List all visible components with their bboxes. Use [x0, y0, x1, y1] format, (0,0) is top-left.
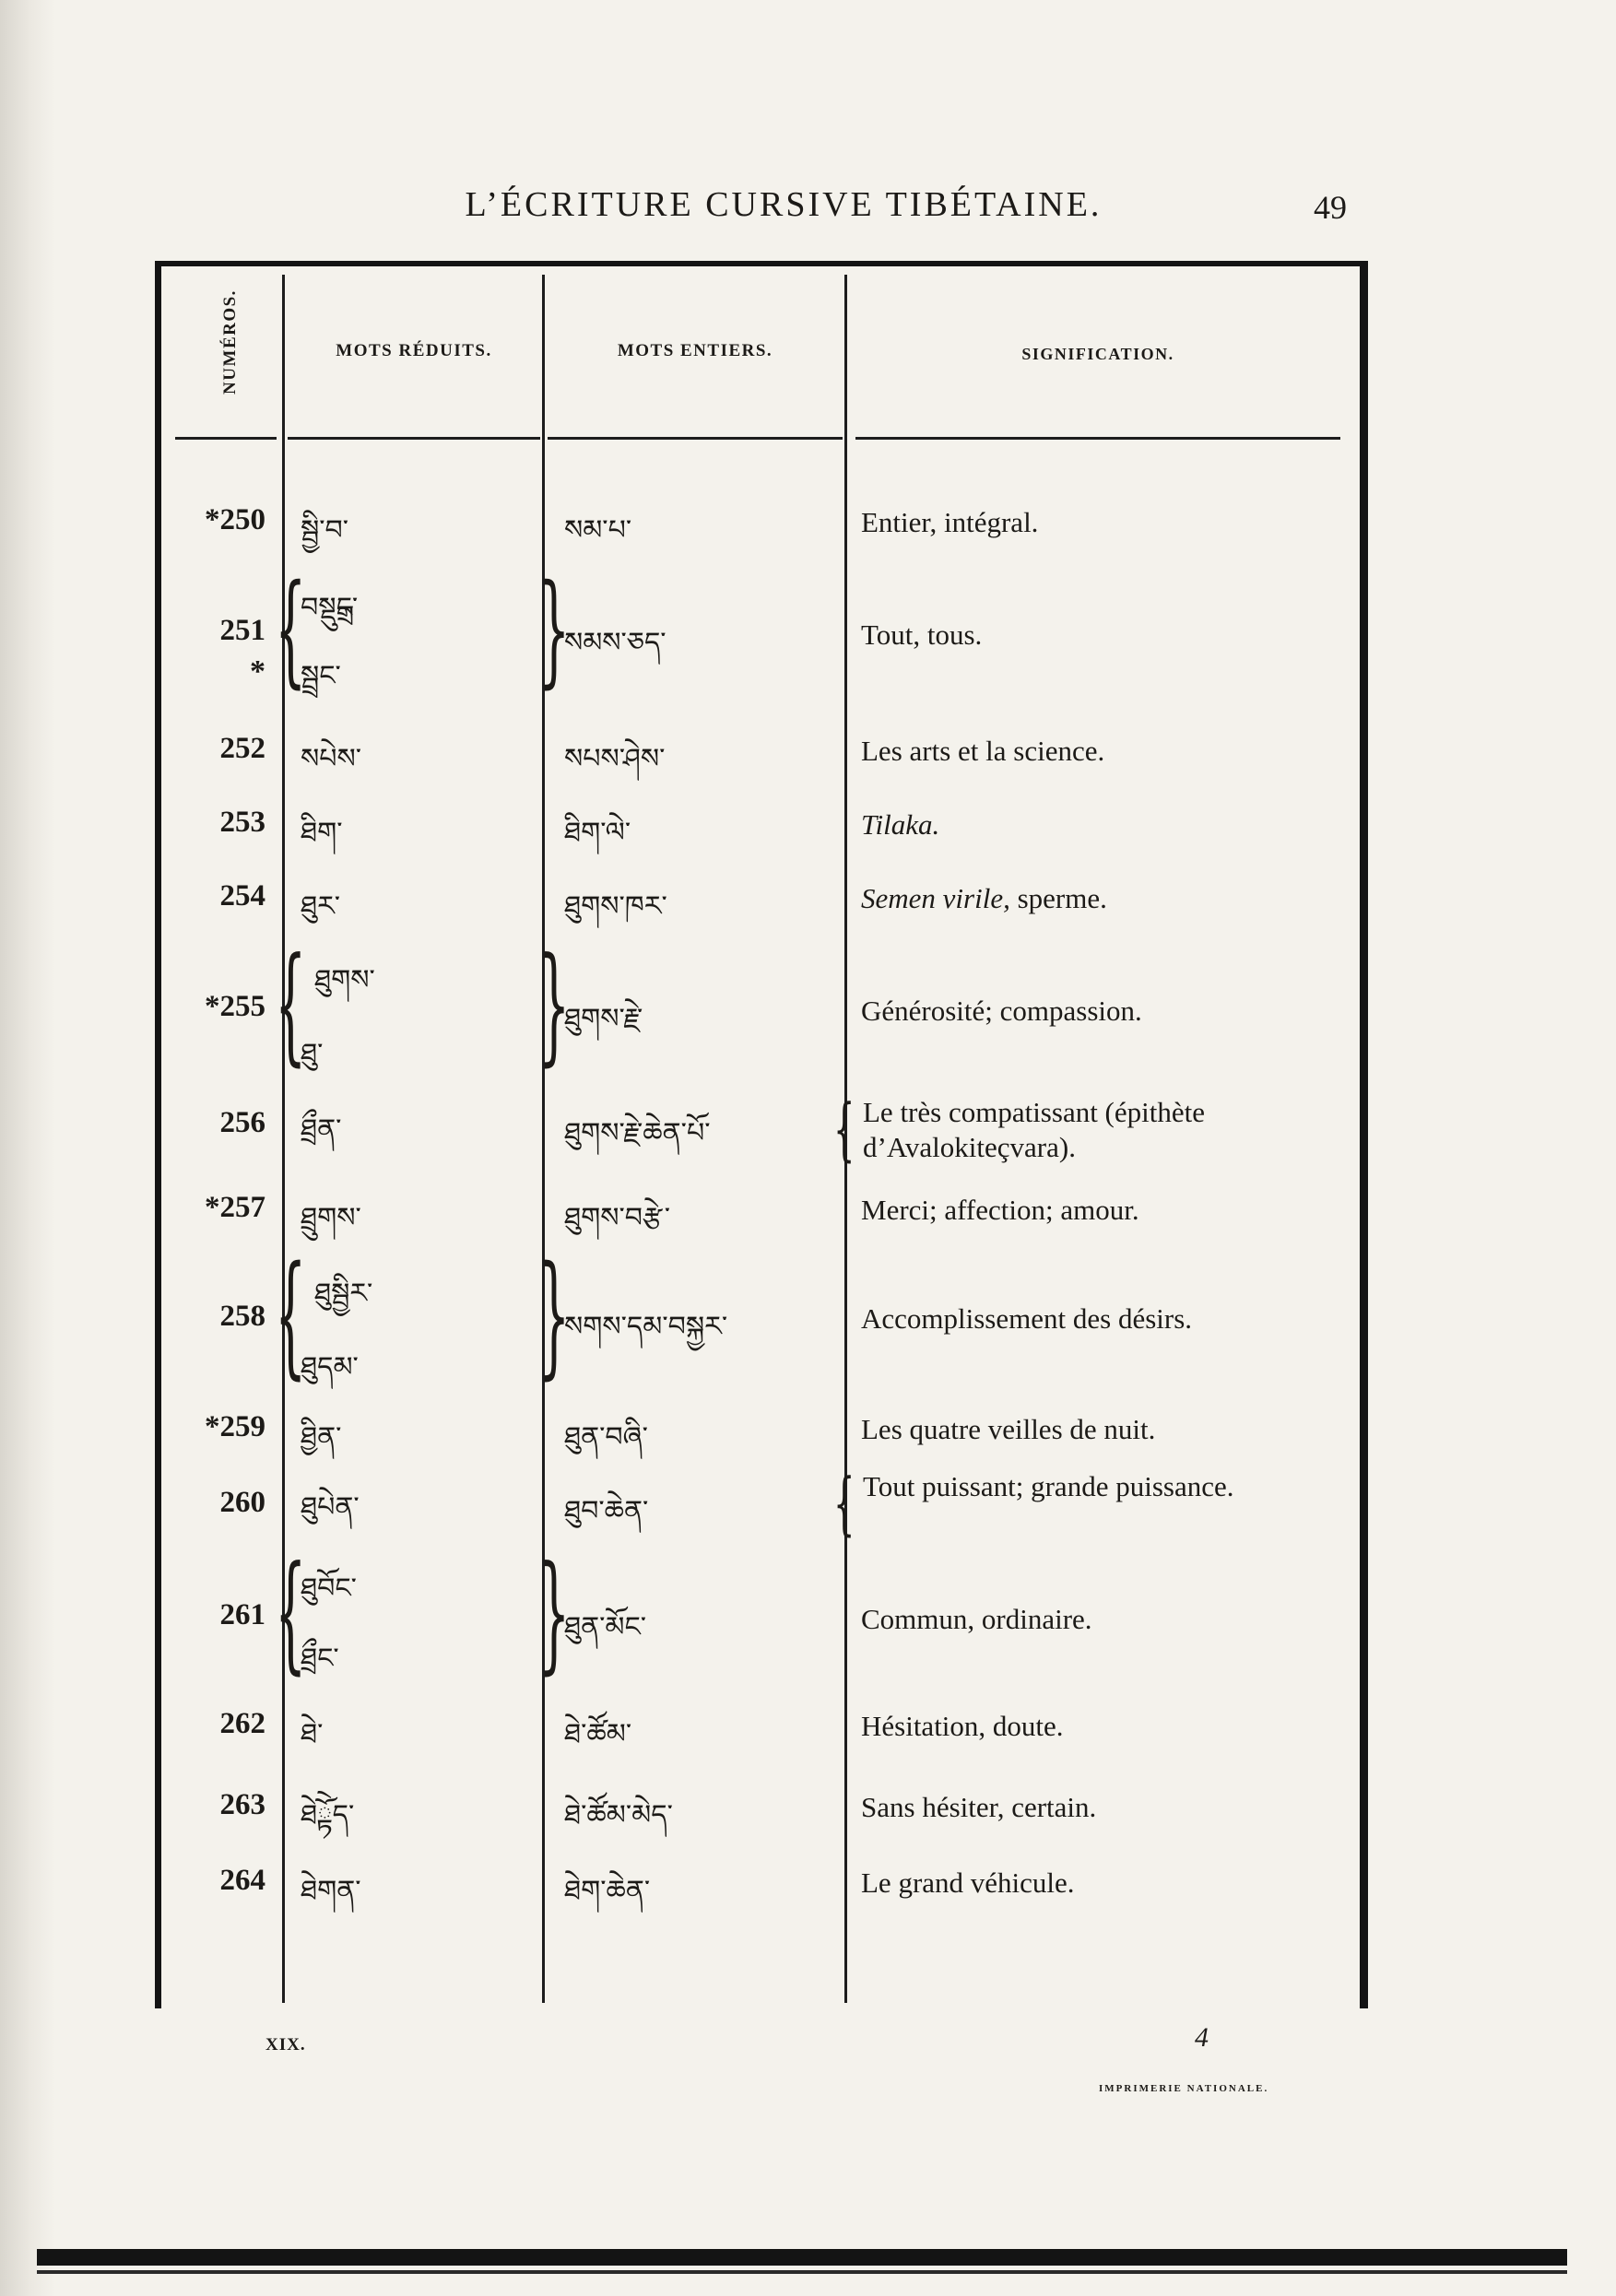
entry-number: 262	[219, 1707, 265, 1740]
bottom-rule	[37, 2249, 1567, 2266]
reduced-word: ཐྲྀན་	[301, 1113, 342, 1146]
full-word: ཐེག་ཆེན་	[564, 1875, 651, 1907]
reduced-word: ཐུསྦྱིར་	[314, 1278, 373, 1310]
full-word: ཐེ་ཚོམ་	[564, 1718, 632, 1750]
reduced-word: སཔེས་	[301, 743, 362, 775]
entry-number: 254	[219, 879, 265, 913]
column-header-mots-reduits: MOTS RÉDUITS.	[336, 341, 492, 360]
entry-marker: *	[250, 654, 265, 689]
entry-number: 258	[219, 1300, 265, 1333]
full-word: ཐུན་བཞི་	[564, 1421, 648, 1454]
imprint-line: IMPRIMERIE NATIONALE.	[1099, 2083, 1269, 2094]
meaning: Hésitation, doute.	[861, 1710, 1064, 1742]
page-binding-edge	[0, 0, 55, 2296]
full-word: སཔས་ཤེས་	[564, 743, 666, 775]
header-rule	[175, 437, 277, 440]
reduced-word: ཐུབོང་	[301, 1572, 357, 1605]
reduced-word: ཐུགས་	[314, 964, 375, 996]
meaning-italic: Semen virile,	[861, 882, 1010, 914]
full-word: ཐུབ་ཆེན་	[564, 1495, 649, 1527]
reduced-word-variant: ཐྲྀང་	[301, 1643, 339, 1675]
header-rule	[855, 437, 1340, 440]
full-word: ཐིག་ལེ་	[564, 817, 631, 849]
meaning: Tout puissant; grande puissance.	[863, 1470, 1234, 1502]
meaning: Sans hésiter, certain.	[861, 1791, 1097, 1823]
full-word: ཐུགས་རྗེ་	[564, 1003, 643, 1035]
reduced-word: ཐེགན་	[301, 1875, 361, 1907]
column-divider	[282, 275, 285, 2003]
full-word: ཐུགས་ཁར་	[564, 890, 667, 923]
full-word: སམས་ཅད་	[564, 627, 666, 659]
right-brace: }	[538, 1539, 571, 1689]
left-brace: {	[833, 1463, 855, 1543]
bottom-rule	[37, 2270, 1567, 2274]
reduced-word: ཐྱིན་	[301, 1421, 342, 1454]
meaning-italic: Tilaka.	[861, 808, 940, 841]
meaning-text: sperme.	[1017, 882, 1107, 914]
reduced-word: ཐྲུགས་	[301, 1202, 361, 1234]
right-brace: }	[538, 559, 571, 701]
meaning: Les arts et la science.	[861, 735, 1105, 767]
entry-number: 251	[219, 614, 265, 647]
meaning: Le très compatissant (épithète d’Avalokiteçvara).	[863, 1096, 1206, 1163]
left-brace: {	[275, 559, 307, 701]
right-brace: }	[538, 931, 571, 1080]
meaning	[861, 807, 1340, 842]
entry-number: 261	[219, 1598, 265, 1631]
entry-number: *250	[205, 503, 265, 536]
reduced-word: ཐེ་	[301, 1718, 324, 1750]
entry-number: 264	[219, 1864, 265, 1897]
entry-number: 256	[219, 1106, 265, 1139]
entry-number: 252	[219, 732, 265, 765]
full-word: ཐུགས་རྗེ་ཆེན་པོ་	[564, 1117, 711, 1149]
full-word: སམ་པ་	[564, 514, 632, 547]
left-brace: {	[275, 1539, 307, 1689]
entry-number: *257	[205, 1191, 265, 1224]
meaning: Entier, intégral.	[861, 506, 1039, 538]
column-header-mots-entiers: MOTS ENTIERS.	[617, 341, 773, 360]
meaning: Le grand véhicule.	[861, 1866, 1075, 1899]
header-rule	[548, 437, 843, 440]
column-header-numeros: NUMÉROS.	[220, 289, 240, 394]
reduced-word: སྦྱི་བ་	[301, 514, 349, 547]
reduced-word-variant: ཐུ་	[301, 1038, 324, 1070]
left-brace: {	[833, 1089, 855, 1169]
full-word: ཐུན་མོང་	[564, 1611, 647, 1643]
meaning: Les quatre veilles de nuit.	[861, 1413, 1156, 1445]
reduced-word: ཐུར་	[301, 890, 341, 923]
reduced-word: ཐིག་	[301, 817, 343, 849]
full-word: སགས་དམ་བསྐྱར་	[564, 1311, 728, 1343]
entry-number: 260	[219, 1486, 265, 1519]
signature-mark: XIX.	[265, 2035, 306, 2055]
meaning: Tout, tous.	[861, 618, 983, 651]
meaning: Accomplissement des désirs.	[861, 1302, 1193, 1335]
entry-number: *255	[205, 990, 265, 1023]
running-title: L’ÉCRITURE CURSIVE TIBÉTAINE.	[465, 185, 1103, 224]
reduced-word: བསྡུྒྲང་	[301, 592, 359, 624]
meaning: Générosité; compassion.	[861, 995, 1142, 1027]
entry-number: 263	[219, 1788, 265, 1821]
full-word: ཐེ་ཚོམ་མེད་	[564, 1799, 673, 1831]
meaning: Commun, ordinaire.	[861, 1603, 1092, 1635]
meaning: Merci; affection; amour.	[861, 1194, 1139, 1226]
entry-number: *259	[205, 1410, 265, 1443]
header-rule	[288, 437, 540, 440]
entry-number: 253	[219, 806, 265, 839]
page-number: 49	[1314, 189, 1347, 226]
sheet-number: 4	[1195, 2022, 1209, 2053]
meaning	[861, 881, 1340, 916]
reduced-word-variant: སྦྲང་	[301, 660, 341, 692]
column-header-signification: SIGNIFICATION.	[1021, 345, 1174, 363]
reduced-word-variant: ཐུདམ་	[301, 1351, 359, 1383]
full-word: ཐུགས་བརྩེ་	[564, 1202, 671, 1234]
reduced-word: ཐུཔེན་	[301, 1491, 360, 1524]
reduced-word: ཐེྟོེད་	[301, 1799, 355, 1831]
left-brace: {	[275, 931, 307, 1080]
left-brace: {	[275, 1239, 307, 1394]
right-brace: }	[538, 1239, 571, 1394]
